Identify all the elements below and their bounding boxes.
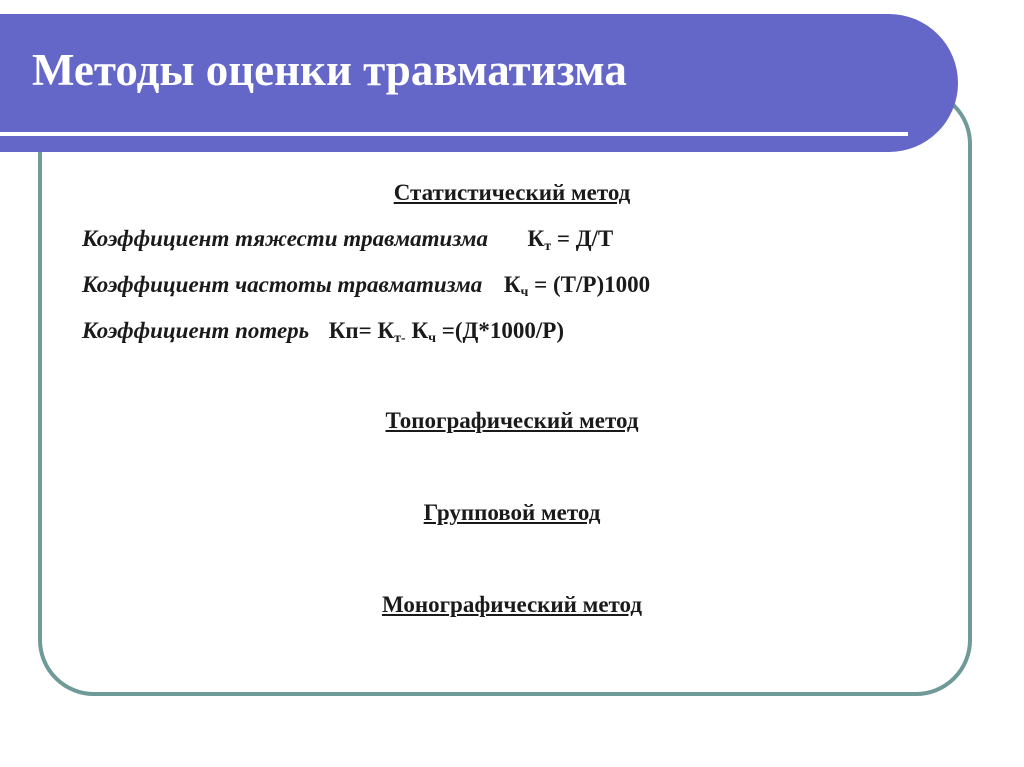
severity-formula: = Д/Т [551, 226, 614, 251]
severity-coefficient-line [82, 226, 613, 255]
statistical-method-heading: Статистический метод [393, 180, 631, 205]
losses-coefficient-line [82, 318, 564, 347]
frequency-k: К [503, 272, 521, 297]
monographic-method-heading: Монографический метод [381, 592, 643, 617]
severity-k-subscript: т [544, 239, 552, 254]
group-method-heading: Групповой метод [423, 500, 601, 525]
losses-coefficient-label: Коэффициент потерь [82, 318, 310, 343]
losses-formula: =(Д*1000/Р) [436, 318, 564, 343]
losses-subscript-t: т- [394, 331, 406, 346]
topographic-method-heading: Топографический метод [385, 408, 639, 433]
severity-k: К [527, 226, 545, 251]
frequency-coefficient-label: Коэффициент частоты травматизма [82, 272, 483, 297]
frequency-k-subscript: ч [520, 285, 529, 300]
title-underline [0, 132, 908, 136]
frequency-coefficient-line [82, 272, 650, 301]
losses-kp: Кп= К [328, 318, 395, 343]
severity-coefficient-label: Коэффициент тяжести травматизма [82, 226, 489, 251]
frequency-formula: = (Т/Р)1000 [528, 272, 651, 297]
losses-k: К [405, 318, 429, 343]
slide-title: Методы оценки травматизма [32, 45, 627, 95]
losses-subscript-ch: ч [428, 331, 437, 346]
